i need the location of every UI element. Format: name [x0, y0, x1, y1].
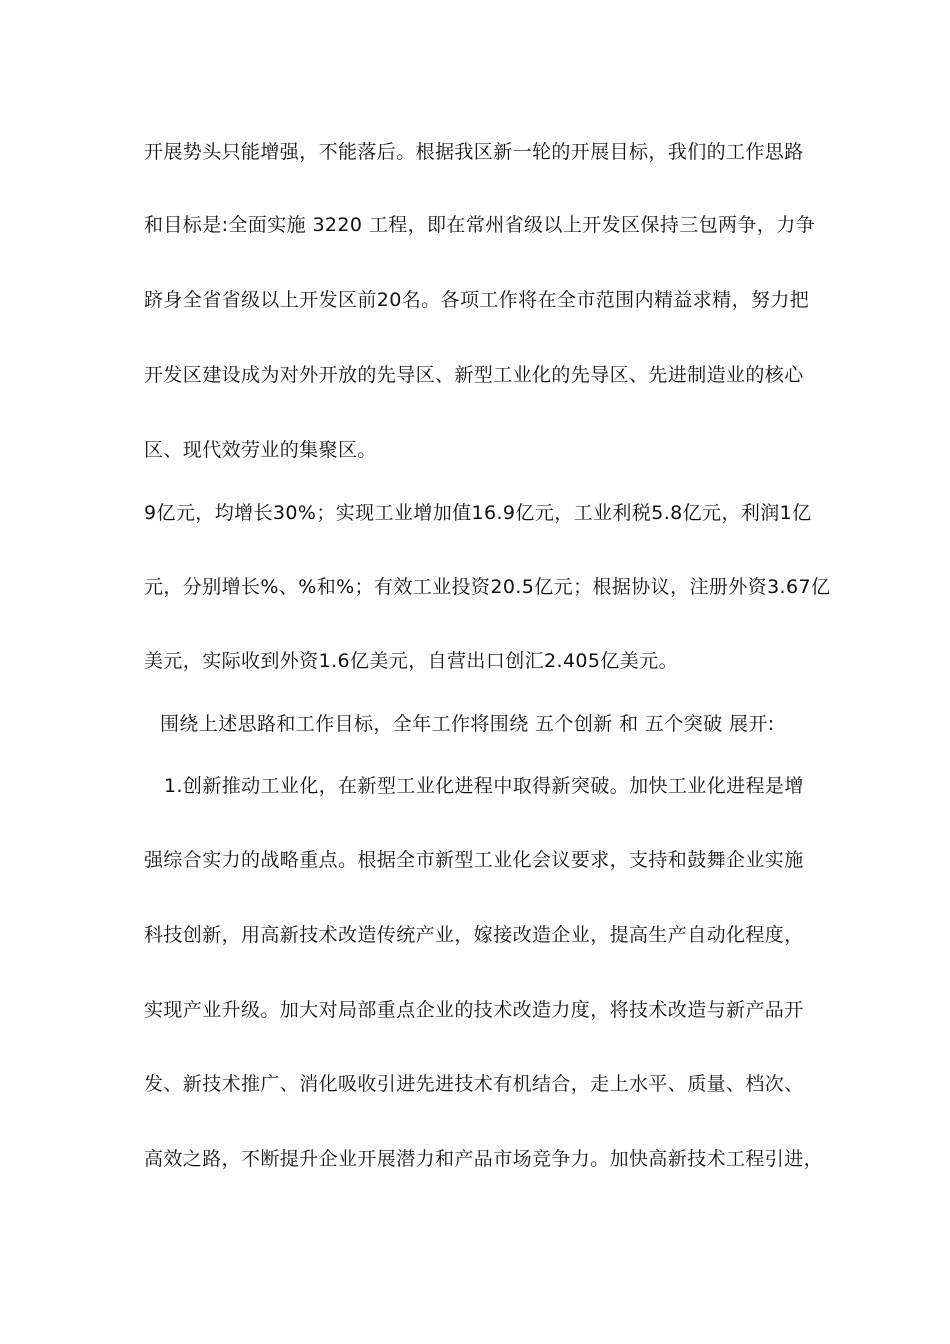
text-line: 和目标是:全面实施 3220 工程，即在常州省级以上开发区保持三包两争，力争 [144, 214, 816, 236]
text-line: 实现产业升级。加大对局部重点企业的技术改造力度，将技术改造与新产品开 [144, 999, 804, 1021]
text-line: 发、新技术推广、消化吸收引进先进技术有机结合，走上水平、质量、档次、 [144, 1073, 804, 1095]
text-line: 跻身全省省级以上开发区前20名。各项工作将在全市范围内精益求精，努力把 [144, 289, 810, 311]
text-line: 元，分别增长%、%和%；有效工业投资20.5亿元；根据协议，注册外资3.67亿 [144, 576, 831, 598]
text-line: 科技创新，用高新技术改造传统产业，嫁接改造企业，提高生产自动化程度， [144, 924, 804, 946]
text-line: 9亿元，均增长30%；实现工业增加值16.9亿元，工业利税5.8亿元，利润1亿 [144, 502, 812, 524]
text-line: 围绕上述思路和工作目标，全年工作将围绕 五个创新 和 五个突破 展开: [160, 713, 775, 735]
text-line: 强综合实力的战略重点。根据全市新型工业化会议要求，支持和鼓舞企业实施 [144, 849, 804, 871]
text-line: 高效之路，不断提升企业开展潜力和产品市场竞争力。加快高新技术工程引进， [144, 1148, 824, 1170]
text-line: 美元，实际收到外资1.6亿美元，自营出口创汇2.405亿美元。 [144, 650, 679, 672]
text-line: 1.创新推动工业化，在新型工业化进程中取得新突破。加快工业化进程是增 [164, 775, 804, 797]
text-line: 区、现代效劳业的集聚区。 [144, 439, 377, 461]
text-line: 开展势头只能增强，不能落后。根据我区新一轮的开展目标，我们的工作思路 [144, 141, 804, 163]
text-line: 开发区建设成为对外开放的先导区、新型工业化的先导区、先进制造业的核心 [144, 364, 804, 386]
